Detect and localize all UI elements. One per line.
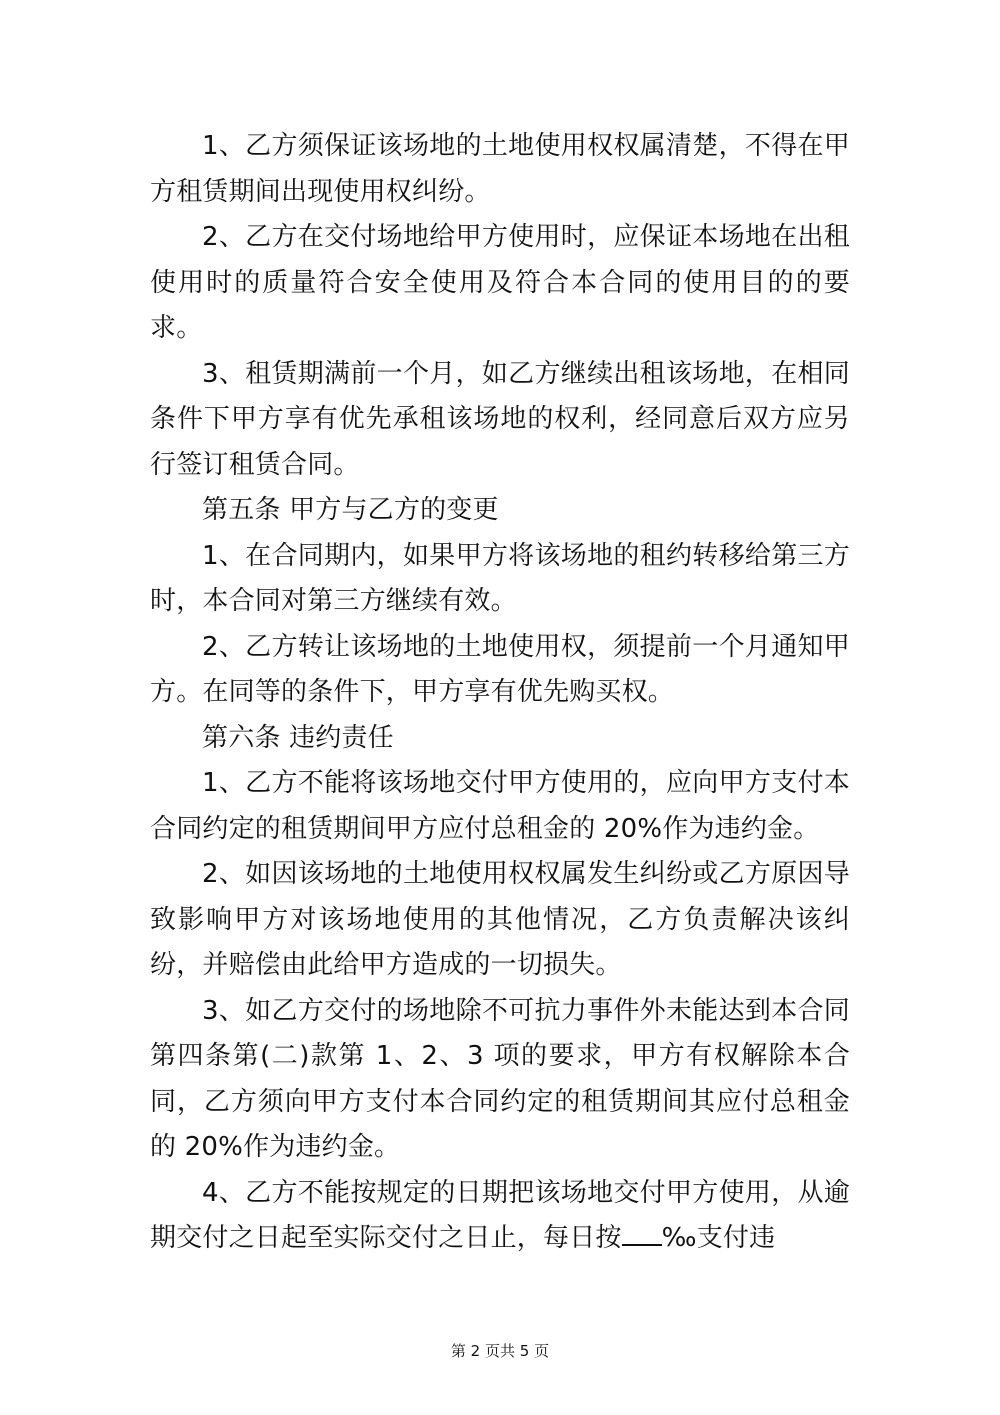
clause-6-2: 2、如因该场地的土地使用权权属发生纠纷或乙方原因导致影响甲方对该场地使用的其他情况，乙方负责解决该纠纷，并赔偿由此给甲方造成的一切损失。 bbox=[150, 859, 850, 980]
fill-in-blank bbox=[622, 1224, 662, 1246]
clause-4-2-3: 3、租赁期满前一个月，如乙方继续出租该场地，在相同条件下甲方享有优先承租该场地的权利，经同意后双方应另行签订租赁合同。 bbox=[150, 358, 850, 480]
article-5-heading: 第五条 甲方与乙方的变更 bbox=[202, 495, 499, 525]
clause-6-4-text: 4、乙方不能按规定的日期把该场地交付甲方使用，从逾期交付之日起至实际交付之日止，每日按 bbox=[150, 1177, 850, 1253]
clause-5-2: 2、乙方转让该场地的土地使用权，须提前一个月通知甲方。在同等的条件下，甲方享有优先购买权。 bbox=[150, 631, 850, 707]
article-6-heading: 第六条 违约责任 bbox=[202, 722, 394, 753]
document-body bbox=[150, 124, 850, 1262]
clause-6-4-text-continued: ‰支付违 bbox=[661, 1223, 776, 1253]
clause-6-1: 1、乙方不能将该场地交付甲方使用的，应向甲方支付本合同约定的租赁期间甲方应付总租金的 20%作为违约金。 bbox=[150, 768, 850, 844]
clause-4-2-2: 2、乙方在交付场地给甲方使用时，应保证本场地在出租使用时的质量符合安全使用及符合本合同的使用目的的要求。 bbox=[150, 222, 850, 343]
clause-6-3: 3、如乙方交付的场地除不可抗力事件外未能达到本合同第四条第(二)款第 1、2、3 项的要求，甲方有权解除本合同，乙方须向甲方支付本合同约定的租赁期间其应付总租金的 20%作为违约金。 bbox=[150, 995, 850, 1162]
clause-4-2-1: 1、乙方须保证该场地的土地使用权权属清楚，不得在甲方租赁期间出现使用权纠纷。 bbox=[150, 131, 850, 207]
clause-6-4 bbox=[150, 1171, 850, 1262]
clause-5-1: 1、在合同期内，如果甲方将该场地的租约转移给第三方时，本合同对第三方继续有效。 bbox=[150, 540, 850, 616]
page-number: 第 2 页共 5 页 bbox=[450, 1342, 550, 1360]
